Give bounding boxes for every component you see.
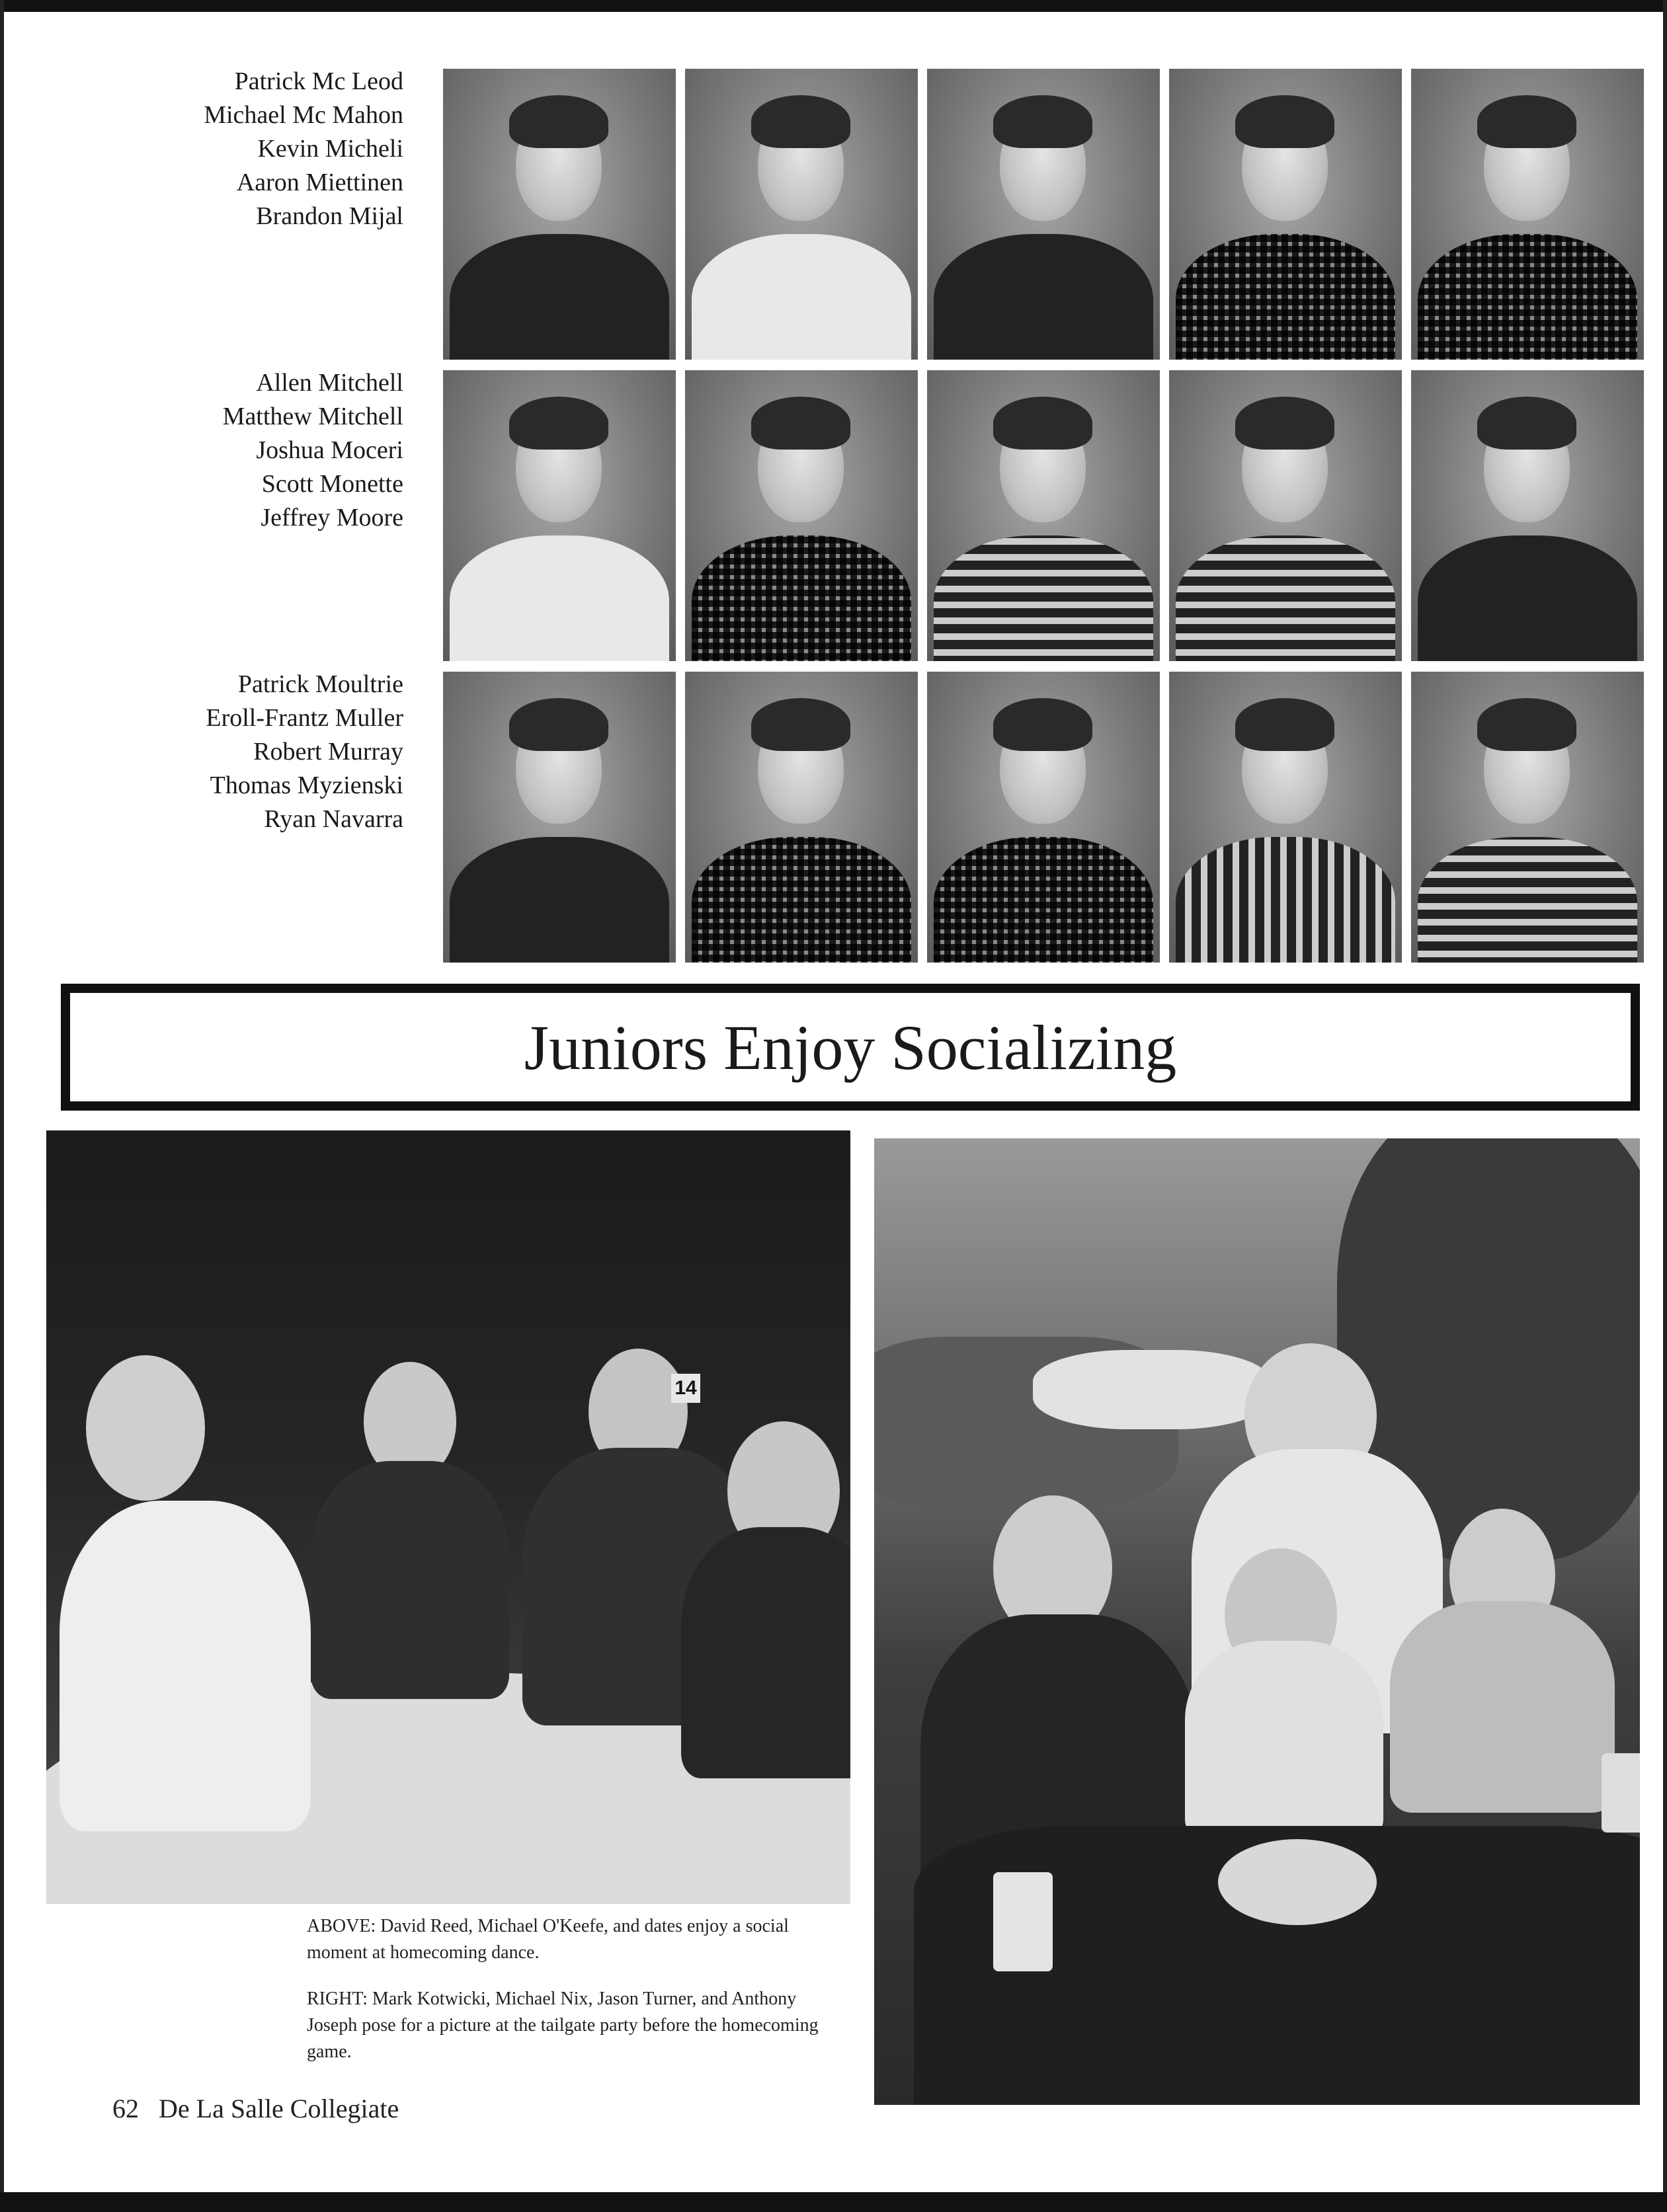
parked-car-white	[1033, 1350, 1271, 1429]
photo-tailgate-party	[874, 1138, 1640, 2105]
student-name: Eroll-Frantz Muller	[206, 704, 403, 732]
portrait-photo	[685, 69, 918, 360]
student-name: Joshua Moceri	[256, 436, 403, 464]
table-number-card: 14	[671, 1374, 700, 1403]
portrait-photo	[1169, 672, 1402, 963]
caption-above: ABOVE: David Reed, Michael O'Keefe, and dates enjoy a social moment at homecoming dance.	[307, 1916, 789, 1963]
student-name: Kevin Micheli	[257, 135, 403, 163]
portrait-photo	[1169, 370, 1402, 661]
plastic-cup	[1602, 1753, 1640, 1833]
student-name: Michael Mc Mahon	[204, 101, 403, 129]
banner-frame	[70, 993, 1631, 1101]
person-shirt	[1390, 1601, 1615, 1813]
top-border	[0, 0, 1667, 12]
name-list-row-1	[132, 65, 403, 233]
plastic-cup	[993, 1872, 1053, 1971]
student-name: Aaron Miettinen	[236, 169, 403, 196]
portrait-photo	[927, 672, 1160, 963]
person-top	[681, 1527, 850, 1778]
student-name: Brandon Mijal	[256, 202, 403, 230]
balloon-animal	[1218, 1839, 1377, 1925]
student-name: Jeffrey Moore	[261, 504, 403, 532]
portrait-photo	[927, 370, 1160, 661]
portrait-photo	[927, 69, 1160, 360]
portrait-photo	[1411, 69, 1644, 360]
portrait-photo	[1169, 69, 1402, 360]
portrait-photo	[443, 370, 676, 661]
page-number: 62	[112, 2094, 139, 2123]
person-shirt	[1185, 1641, 1383, 1839]
school-name: De La Salle Collegiate	[159, 2094, 399, 2123]
portrait-photo	[1411, 370, 1644, 661]
section-title: Juniors Enjoy Socializing	[524, 1011, 1177, 1083]
right-border	[1663, 0, 1667, 2212]
person-dress	[311, 1461, 509, 1699]
photo-homecoming-dance	[46, 1130, 850, 1904]
person-face	[86, 1355, 205, 1501]
portrait-photo	[1411, 672, 1644, 963]
portrait-row-2	[443, 370, 1643, 661]
student-name: Patrick Moultrie	[237, 670, 403, 698]
portrait-row-1	[443, 69, 1643, 360]
section-banner	[61, 984, 1640, 1111]
name-list-row-2	[132, 366, 403, 535]
student-name: Robert Murray	[253, 738, 403, 766]
student-name: Allen Mitchell	[256, 369, 403, 397]
portrait-photo	[443, 69, 676, 360]
name-list-row-3	[132, 668, 403, 836]
portrait-photo	[685, 672, 918, 963]
student-name: Patrick Mc Leod	[234, 67, 403, 95]
portrait-row-3	[443, 672, 1643, 963]
portrait-photo	[443, 672, 676, 963]
caption-right: RIGHT: Mark Kotwicki, Michael Nix, Jason Turner, and Anthony Joseph pose for a picture at the tailgate party before the homecoming game.	[307, 1989, 819, 2062]
left-border	[0, 0, 4, 2212]
student-name: Ryan Navarra	[264, 805, 403, 833]
person-shirt	[60, 1501, 311, 1831]
portrait-photo	[685, 370, 918, 661]
student-name: Matthew Mitchell	[222, 403, 403, 430]
student-name: Scott Monette	[261, 470, 403, 498]
bottom-border	[0, 2192, 1667, 2212]
page-footer	[112, 2093, 399, 2124]
student-name: Thomas Myzienski	[210, 771, 403, 799]
